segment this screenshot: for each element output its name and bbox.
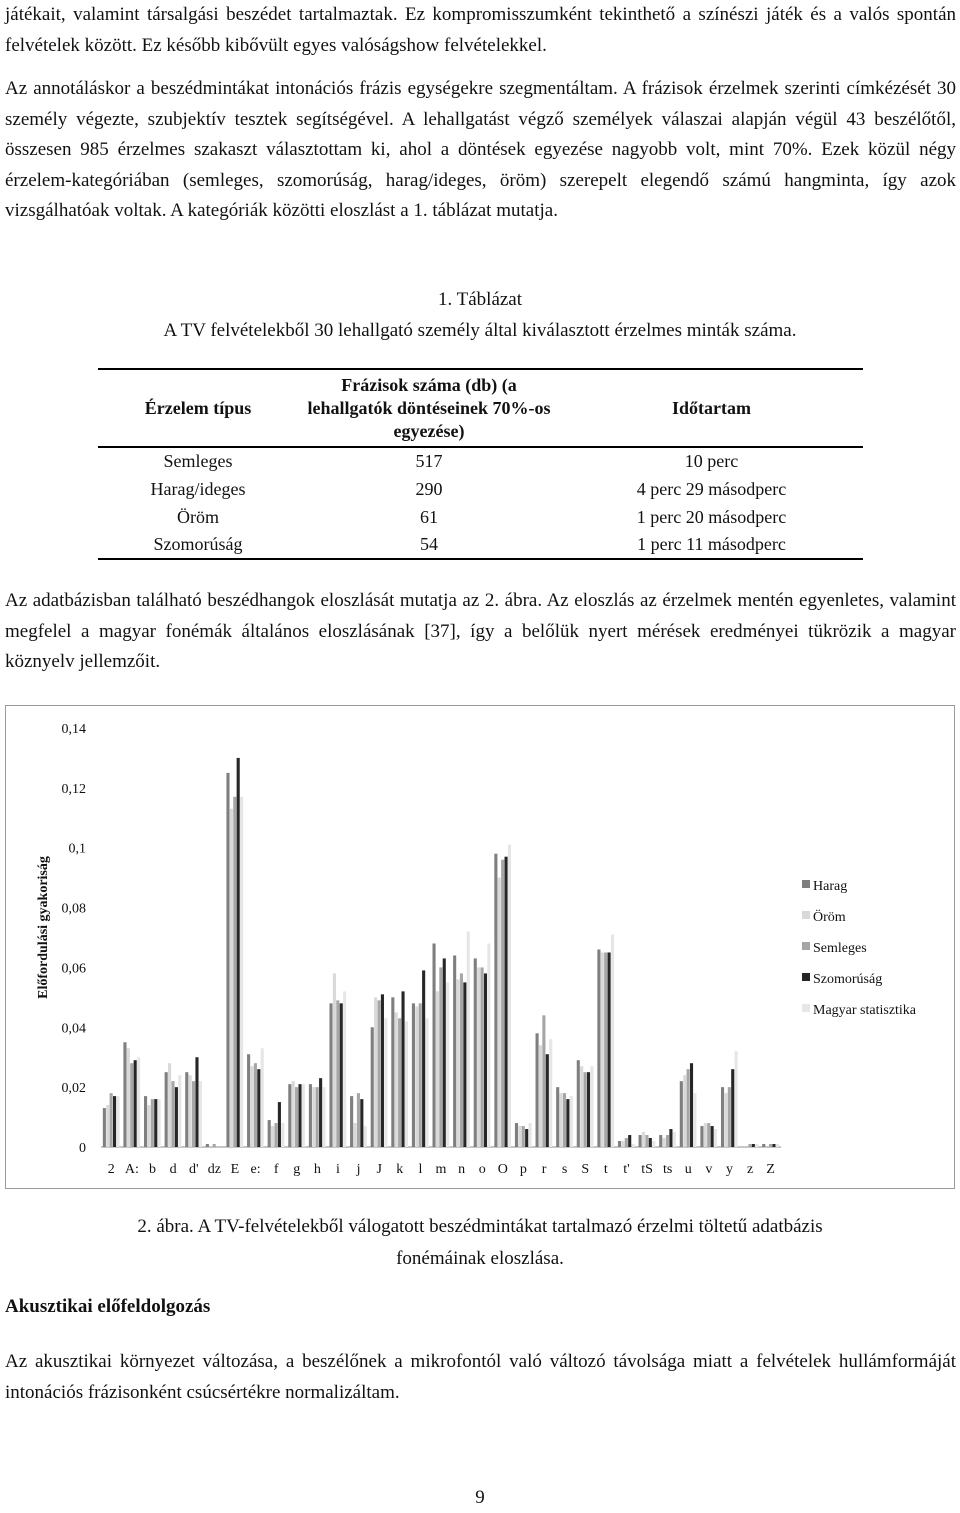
bar-magyar-statisztika — [632, 1144, 635, 1147]
x-tick-label: t — [603, 1162, 608, 1177]
y-tick-label: 0,06 — [61, 961, 86, 977]
paragraph-distribution: Az adatbázisban található beszédhangok eloszlását mutatja az 2. ábra. Az eloszlás az érzelmek mentén egyenletes, valamint megfelel a magyar fonémák általános eloszlásának [37], így a belőlük nyert mérések eredményei tükrözik a magyar köznyelv jellemzőit. — [5, 590, 956, 672]
bar-harag — [412, 1003, 415, 1147]
x-tick-label: k — [396, 1162, 404, 1177]
x-tick-label: l — [418, 1162, 423, 1177]
bar-harag — [350, 1096, 353, 1147]
bar--r-m — [415, 1006, 418, 1147]
x-tick-label: g — [293, 1162, 301, 1177]
table-cell: Semleges — [163, 451, 233, 471]
table-cell: Harag/ideges — [150, 478, 246, 499]
y-axis-label: Előfordulási gyakoriság — [36, 856, 51, 999]
bar-magyar-statisztika — [467, 932, 470, 1147]
bar-magyar-statisztika — [673, 1132, 676, 1147]
bar-harag — [515, 1123, 518, 1147]
bar-semleges — [377, 1000, 380, 1147]
bar-magyar-statisztika — [652, 1141, 655, 1147]
x-tick-label: z — [746, 1162, 754, 1177]
bar-szomor-s-g — [525, 1129, 528, 1147]
x-tick-label: Z — [766, 1162, 775, 1177]
bar-szomor-s-g — [463, 982, 466, 1147]
bar-magyar-statisztika — [240, 797, 243, 1147]
bar-harag — [165, 1072, 168, 1147]
x-tick-label: tS — [641, 1162, 653, 1177]
bar-semleges — [336, 1000, 339, 1147]
bar-harag — [597, 949, 600, 1147]
bar-magyar-statisztika — [281, 1123, 284, 1147]
bar-harag — [433, 943, 436, 1147]
bar-magyar-statisztika — [529, 1123, 532, 1147]
bar-szomor-s-g — [237, 758, 240, 1147]
bar-semleges — [274, 1123, 277, 1147]
bar-semleges — [295, 1087, 298, 1147]
bar-magyar-statisztika — [611, 935, 614, 1147]
bar-harag — [226, 773, 229, 1147]
bar-szomor-s-g — [711, 1126, 714, 1147]
bar-szomor-s-g — [134, 1060, 137, 1147]
bar-szomor-s-g — [422, 970, 425, 1147]
bar--r-m — [539, 1045, 542, 1147]
bar-szomor-s-g — [669, 1129, 672, 1147]
bar-szomor-s-g — [731, 1069, 734, 1147]
table-cell: 4 perc 29 másodperc — [636, 478, 787, 499]
bar--r-m — [395, 1012, 398, 1147]
bar-magyar-statisztika — [755, 1144, 758, 1147]
bar--r-m — [724, 1093, 727, 1147]
table-number: 1. Táblázat — [437, 289, 523, 310]
bar--r-m — [642, 1132, 645, 1147]
bar-szomor-s-g — [298, 1084, 301, 1147]
bar-semleges — [604, 952, 607, 1147]
page-number: 9 — [475, 1487, 485, 1508]
bar--r-m — [457, 979, 460, 1147]
bar-semleges — [748, 1144, 751, 1147]
x-tick-label: e: — [250, 1162, 261, 1177]
bar-harag — [618, 1141, 621, 1147]
bar--r-m — [601, 952, 604, 1147]
header-duration: Időtartam — [672, 397, 751, 418]
table-row — [98, 503, 863, 531]
x-tick-label: dz — [207, 1162, 221, 1177]
legend-label: Szomorúság — [813, 972, 883, 987]
bar-semleges — [233, 797, 236, 1147]
legend-label: Semleges — [813, 941, 867, 956]
bar-harag — [494, 854, 497, 1147]
table-row — [98, 447, 863, 475]
bar-magyar-statisztika — [405, 1021, 408, 1147]
bar-harag — [247, 1054, 250, 1147]
bar--r-m — [292, 1081, 295, 1147]
bar-szomor-s-g — [546, 1054, 549, 1147]
legend-label: Magyar statisztika — [813, 1003, 917, 1018]
x-tick-label: E — [230, 1162, 240, 1177]
x-tick-label: j — [356, 1162, 361, 1177]
bar--r-m — [477, 967, 480, 1147]
bar-magyar-statisztika — [364, 1126, 367, 1147]
bar-szomor-s-g — [257, 1069, 260, 1147]
bar-harag — [639, 1135, 642, 1147]
bar--r-m — [230, 809, 233, 1147]
bar-semleges — [625, 1138, 628, 1147]
paragraph-acoustic: Az akusztikai környezet változása, a beszélőnek a mikrofontól való változó távolsága miatt a felvételek hullámformáját intonációs frázisonként csúcsértékre normalizáltam. — [5, 1351, 956, 1403]
bar-magyar-statisztika — [343, 991, 346, 1147]
paragraph-annotation: Az annotáláskor a beszédmintákat intonációs frázis egységekre szegmentáltam. A frázisok érzelmek szerinti címkézését 30 személy végezte, szubjektív tesztek segítségével. A lehallgatást végző személyek válaszai alapján végül 43 beszélőtől, összesen 985 érzelmes szakaszt választottam ki, ahol a döntések egyezése nagyobb volt, mint 70%. Ezek közül négy érzelem-kategóriában (semleges, szomorúság, harag/ideges, öröm) szerepelt elegendő számú hangminta, így azok vizsgálhatóak voltak. A kategóriák közötti eloszlást a 1. táblázat mutatja. — [5, 78, 956, 221]
bar--r-m — [498, 878, 501, 1147]
x-tick-label: b — [149, 1162, 157, 1177]
table-cell: Szomorúság — [153, 534, 243, 554]
bar-magyar-statisztika — [570, 1096, 573, 1147]
bar-szomor-s-g — [381, 994, 384, 1147]
y-tick-label: 0,14 — [61, 722, 86, 737]
x-tick-label: t' — [623, 1162, 630, 1177]
bar-szomor-s-g — [566, 1099, 569, 1147]
bar-harag — [536, 1033, 539, 1147]
bar-semleges — [130, 1063, 133, 1147]
bar-harag — [288, 1084, 291, 1147]
table-row — [98, 531, 863, 559]
bar-harag — [577, 1060, 580, 1147]
bar-magyar-statisztika — [178, 1075, 181, 1147]
bar-harag — [680, 1081, 683, 1147]
bar-magyar-statisztika — [116, 1096, 119, 1147]
bar--r-m — [106, 1105, 109, 1147]
legend-swatch — [802, 911, 810, 919]
y-tick-label: 0,12 — [61, 781, 86, 797]
bar-magyar-statisztika — [735, 1051, 738, 1147]
bar--r-m — [333, 973, 336, 1147]
bar-semleges — [357, 1093, 360, 1147]
bar-harag — [144, 1096, 147, 1147]
y-tick-label: 0,04 — [61, 1021, 86, 1037]
bar-semleges — [769, 1144, 772, 1147]
table-header-row — [98, 369, 863, 447]
bar-szomor-s-g — [154, 1099, 157, 1147]
header-emotion-type: Érzelem típus — [144, 397, 252, 418]
x-tick-label: f — [273, 1162, 279, 1177]
x-tick-label: m — [435, 1162, 447, 1177]
x-tick-label: n — [458, 1162, 466, 1177]
bar-szomor-s-g — [690, 1063, 693, 1147]
bar-semleges — [439, 967, 442, 1147]
bar--r-m — [663, 1138, 666, 1147]
table-cell: 10 perc — [684, 451, 739, 471]
bar-szomor-s-g — [195, 1057, 198, 1147]
bar--r-m — [271, 1126, 274, 1147]
x-tick-label: p — [519, 1162, 527, 1177]
y-tick-label: 0,08 — [61, 901, 86, 917]
bar-semleges — [171, 1081, 174, 1147]
bar--r-m — [436, 991, 439, 1147]
bar-magyar-statisztika — [693, 1093, 696, 1147]
bar-semleges — [316, 1087, 319, 1147]
bar-semleges — [419, 1003, 422, 1147]
y-tick-label: 0,1 — [68, 841, 86, 857]
bar-semleges — [110, 1093, 113, 1147]
bar-semleges — [213, 1144, 216, 1147]
x-tick-label: O — [497, 1162, 508, 1177]
bar-szomor-s-g — [443, 958, 446, 1147]
legend-swatch — [802, 973, 810, 981]
bar-harag — [206, 1144, 209, 1147]
figure-caption-cont: fonémáinak eloszlása. — [396, 1248, 564, 1269]
bar-magyar-statisztika — [137, 1057, 140, 1147]
bar--r-m — [683, 1075, 686, 1147]
bar--r-m — [560, 1093, 563, 1147]
legend-label: Harag — [813, 879, 848, 894]
table-cell: 290 — [415, 478, 443, 499]
bar-semleges — [192, 1081, 195, 1147]
bar--r-m — [189, 1075, 192, 1147]
x-tick-label: r — [541, 1162, 547, 1177]
table-cell: 61 — [420, 506, 438, 527]
legend-swatch — [802, 942, 810, 950]
bar--r-m — [518, 1126, 521, 1147]
bar-szomor-s-g — [278, 1102, 281, 1147]
x-tick-label: y — [725, 1162, 733, 1177]
bar--r-m — [312, 1087, 315, 1147]
bar-magyar-statisztika — [199, 1081, 202, 1147]
table-row — [98, 475, 863, 503]
bar-harag — [700, 1126, 703, 1147]
bar-magyar-statisztika — [384, 1018, 387, 1147]
bar--r-m — [147, 1105, 150, 1147]
bar-harag — [556, 1087, 559, 1147]
bar-semleges — [398, 1018, 401, 1147]
bar-szomor-s-g — [587, 1072, 590, 1147]
x-tick-label: v — [705, 1162, 713, 1177]
bar-semleges — [542, 1015, 545, 1147]
bar--r-m — [621, 1141, 624, 1147]
bar-harag — [391, 997, 394, 1147]
x-tick-label: J — [376, 1162, 382, 1177]
bar-szomor-s-g — [505, 857, 508, 1147]
bar--r-m — [127, 1048, 130, 1147]
bar-harag — [762, 1144, 765, 1147]
bar-semleges — [563, 1093, 566, 1147]
bar-semleges — [460, 973, 463, 1147]
bar-harag — [123, 1042, 126, 1147]
x-tick-label: u — [684, 1162, 692, 1177]
bar-semleges — [151, 1099, 154, 1147]
bar-semleges — [501, 860, 504, 1147]
bar-harag — [103, 1108, 106, 1147]
bar-semleges — [728, 1087, 731, 1147]
bar-szomor-s-g — [360, 1099, 363, 1147]
bar-magyar-statisztika — [487, 943, 490, 1147]
header-phrase-count: Frázisok száma (db) (a lehallgatók döntéseinek 70%-os egyezése) — [307, 374, 551, 441]
figure-caption: 2. ábra. A TV-felvételekből válogatott beszédmintákat tartalmazó érzelmi töltetű adatbázis — [137, 1216, 823, 1237]
bar-semleges — [666, 1135, 669, 1147]
bar-harag — [721, 1087, 724, 1147]
bar-harag — [659, 1135, 662, 1147]
bar-szomor-s-g — [484, 973, 487, 1147]
bar-magyar-statisztika — [714, 1129, 717, 1147]
bar-magyar-statisztika — [302, 1084, 305, 1147]
x-tick-label: d — [169, 1162, 177, 1177]
bar-semleges — [522, 1126, 525, 1147]
bar--r-m — [580, 1066, 583, 1147]
y-tick-label: 0,02 — [61, 1081, 86, 1097]
bar-szomor-s-g — [113, 1096, 116, 1147]
table-cell: Öröm — [177, 506, 219, 527]
x-tick-label: ts — [662, 1162, 673, 1177]
bar--r-m — [353, 1123, 356, 1147]
bar-magyar-statisztika — [261, 1048, 264, 1147]
bar-szomor-s-g — [608, 952, 611, 1147]
x-tick-label: A: — [124, 1162, 139, 1177]
bar--r-m — [250, 1066, 253, 1147]
bar-szomor-s-g — [628, 1135, 631, 1147]
bar-magyar-statisztika — [590, 1066, 593, 1147]
table-cell: 54 — [420, 534, 438, 554]
phoneme-distribution-chart — [5, 705, 955, 1189]
x-tick-label: h — [313, 1162, 321, 1177]
emotion-table — [98, 368, 863, 560]
bar-semleges — [254, 1063, 257, 1147]
bar-szomor-s-g — [649, 1138, 652, 1147]
chart-svg — [6, 706, 956, 1190]
x-tick-label: S — [581, 1162, 590, 1177]
bar-magyar-statisztika — [446, 982, 449, 1147]
x-tick-label: s — [561, 1162, 568, 1177]
x-tick-label: d' — [188, 1162, 199, 1177]
bar-harag — [268, 1120, 271, 1147]
bar-magyar-statisztika — [776, 1144, 779, 1147]
bar-semleges — [707, 1123, 710, 1147]
legend-swatch — [802, 1004, 810, 1012]
table-cell: 1 perc 20 másodperc — [636, 506, 787, 527]
bar-magyar-statisztika — [322, 1087, 325, 1147]
x-tick-label: i — [336, 1162, 340, 1177]
bar-semleges — [687, 1069, 690, 1147]
bar-szomor-s-g — [401, 991, 404, 1147]
bar-harag — [474, 958, 477, 1147]
bar-harag — [329, 1003, 332, 1147]
paragraph-intro: játékait, valamint társalgási beszédet tartalmaztak. Ez kompromisszumként tekinthető a színészi játék és a valós spontán felvételek között. Ez később kibővült egyes valóságshow felvételekkel. — [5, 4, 956, 56]
legend-swatch — [802, 880, 810, 888]
bar-magyar-statisztika — [158, 1099, 161, 1147]
bar-magyar-statisztika — [549, 1039, 552, 1147]
x-tick-label: o — [478, 1162, 486, 1177]
bar-harag — [309, 1084, 312, 1147]
bar-harag — [185, 1072, 188, 1147]
bar-szomor-s-g — [340, 1003, 343, 1147]
legend-label: Öröm — [813, 910, 846, 925]
bar-szomor-s-g — [175, 1087, 178, 1147]
bar-harag — [453, 955, 456, 1147]
bar-szomor-s-g — [319, 1078, 322, 1147]
y-tick-label: 0 — [79, 1141, 86, 1156]
table-cell: 1 perc 11 másodperc — [637, 534, 786, 554]
bar-magyar-statisztika — [508, 845, 511, 1147]
bar-magyar-statisztika — [425, 1018, 428, 1147]
bar-semleges — [645, 1135, 648, 1147]
bar--r-m — [704, 1123, 707, 1147]
bar-szomor-s-g — [772, 1144, 775, 1147]
bar--r-m — [168, 1063, 171, 1147]
bar-semleges — [584, 1072, 587, 1147]
bar-harag — [371, 1027, 374, 1147]
bar--r-m — [374, 997, 377, 1147]
table-caption: A TV felvételekből 30 lehallgató személy által kiválasztott érzelmes minták száma. — [163, 320, 797, 341]
section-heading: Akusztikai előfeldolgozás — [5, 1296, 211, 1317]
table-cell: 517 — [415, 451, 443, 471]
bar-semleges — [481, 967, 484, 1147]
bar-szomor-s-g — [752, 1144, 755, 1147]
x-tick-label: 2 — [107, 1162, 115, 1177]
